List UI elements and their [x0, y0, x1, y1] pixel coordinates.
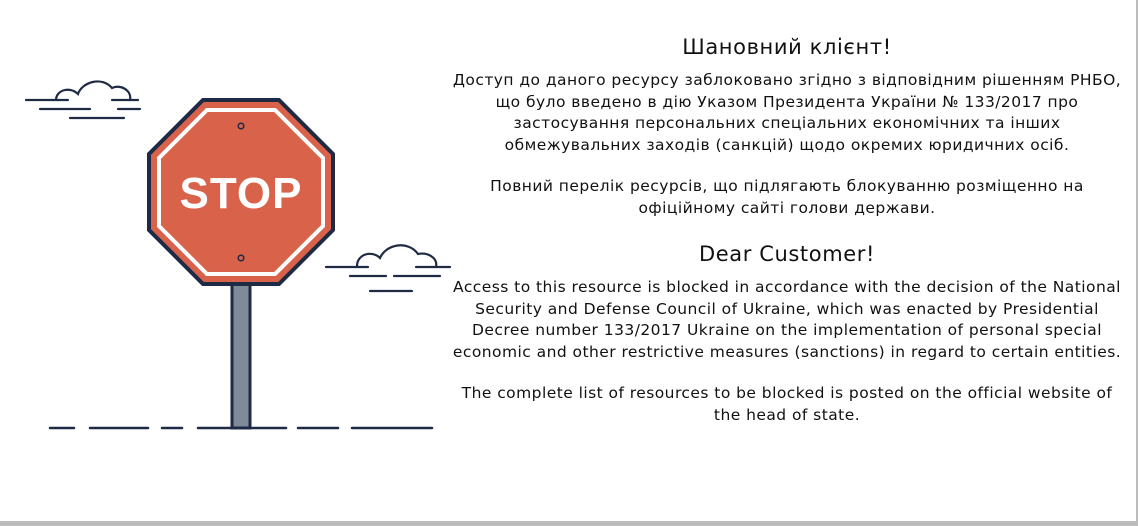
en-paragraph-2: The complete list of resources to be blocked is posted on the official website of the head of state.: [461, 384, 1113, 424]
stop-sign-label: STOP: [179, 169, 303, 218]
cloud-icon: [326, 245, 450, 291]
stop-sign-graphic: [20, 70, 460, 450]
ua-heading: Шановний клієнт!: [682, 35, 892, 59]
notice-text-column: [450, 32, 1124, 446]
stop-sign-illustration: [20, 70, 460, 450]
ua-paragraph-1: Доступ до даного ресурсу заблоковано згідно з відповідним рішенням РНБО, що було введено в дію Указом Президента України № 133/2017 про застосування персональних спеціальних економічних та інших обмежувальних заходів (санкцій) щодо окремих юридичних осіб.: [452, 71, 1122, 154]
sign-pole: [232, 282, 250, 428]
ua-paragraph-2: Повний перелік ресурсів, що підлягають блокуванню розміщенно на офіційному сайті голови держави.: [490, 177, 1084, 217]
cloud-icon: [26, 81, 140, 118]
en-heading: Dear Customer!: [698, 242, 876, 266]
en-paragraph-1: Access to this resource is blocked in accordance with the decision of the National Security and Defense Council of Ukraine, which was enacted by Presidential Decree number 133/2017 Ukraine on the implementation of personal special economic and other restrictive measures (sanctions) in regard to certain entities.: [452, 278, 1122, 361]
